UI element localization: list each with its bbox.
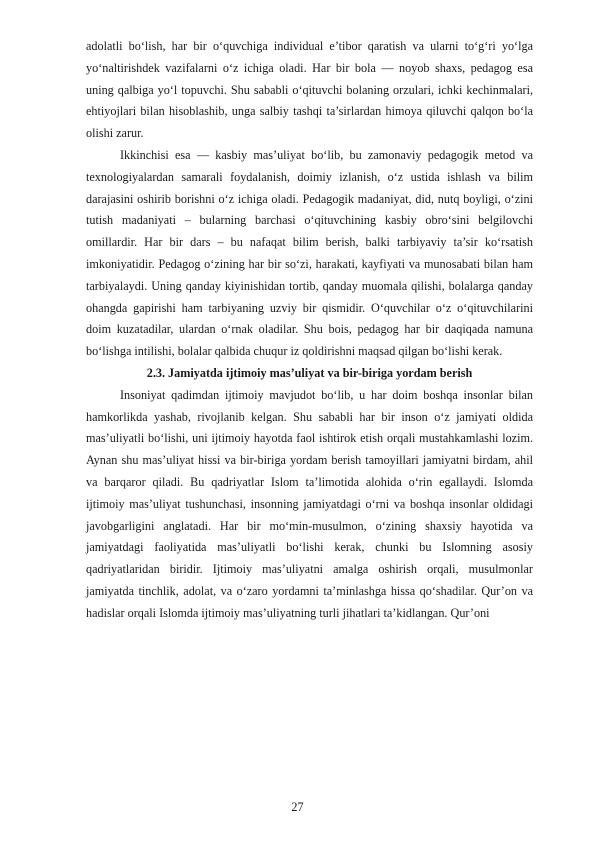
document-page — [86, 36, 533, 625]
paragraph-3: Insoniyat qadimdan ijtimoiy mavjudot bo‘lib, u har doim boshqa insonlar bilan hamkorlikda yashab, rivojlanib kelgan. Shu sababli har bir inson o‘z jamiyati oldida mas’uliyatli bo‘lishi, uni ijtimoiy hayotda faol ishtirok etish orqali mustahkamlashi lozim. Aynan shu mas’uliyat hissi va bir-biriga yordam berish tamoyillari jamiyatni birdam, ahil va barqaror qiladi. Bu qadriyatlar Islom ta’limotida alohida o‘rin egallaydi. Islomda ijtimoiy mas’uliyat tushunchasi, insonning jamiyatdagi o‘rni va boshqa insonlar oldidagi javobgarligini anglatadi. Har bir mo‘min-musulmon, o‘zining shaxsiy hayotida va jamiyatdagi faoliyatida mas’uliyatli bo‘lishi kerak, chunki bu Islomning asosiy qadriyatlaridan biridir. Ijtimoiy mas’uliyatni amalga oshirish orqali, musulmonlar jamiyatda tinchlik, adolat, va o‘zaro yordamni ta’minlashga hissa qo‘shadilar. Qur’on va hadislar orqali Islomda ijtimoiy mas’uliyatning turli jihatlari ta’kidlangan. Qur’oni — [86, 387, 533, 620]
paragraph-1: adolatli bo‘lish, har bir o‘quvchiga individual e’tibor qaratish va ularni to‘g‘ri yo‘lga yo‘naltirishdek vazifalarni o‘z ichiga oladi. Har bir bola — noyob shaxs, pedagog esa uning qalbiga yo‘l topuvchi. Shu sababli o‘qituvchi bolaning orzulari, ichki kechinmalari, ehtiyojlari bilan hisoblashib, unga salbiy tashqi ta’sirlardan himoya qiluvchi qalqon bo‘la olishi zarur. — [86, 39, 533, 141]
section-heading: 2.3. Jamiyatda ijtimoiy mas’uliyat va bir-biriga yordam berish — [146, 365, 473, 380]
page-number: 27 — [291, 800, 304, 814]
paragraph-2: Ikkinchisi esa — kasbiy mas’uliyat bo‘lib, bu zamonaviy pedagogik metod va texnologiyalardan samarali foydalanish, doimiy izlanish, o‘z ustida ishlash va bilim darajasini oshirib borishni o‘z ichiga oladi. Pedagogik madaniyat, did, nutq boyligi, o‘zini tutish madaniyati – bularning barchasi o‘qituvchining kasbiy obro‘sini belgilovchi omillardir. Har bir dars – bu nafaqat bilim berish, balki tarbiyaviy ta’sir ko‘rsatish imkoniyatidir. Pedagog o‘zining har bir so‘zi, harakati, kayfiyati va munosabati bilan ham tarbiyalaydi. Uning qanday kiyinishidan tortib, qanday muomala qilishi, bolalarga qanday ohangda gapirishi ham tarbiyaning uzviy bir qismidir. O‘quvchilar o‘z o‘qituvchilarini doim kuzatadilar, ulardan o‘rnak oladilar. Shu bois, pedagog har bir daqiqada namuna bo‘lishga intilishi, bolalar qalbida chuqur iz qoldirishni maqsad qilgan bo‘lishi kerak. — [86, 147, 533, 359]
